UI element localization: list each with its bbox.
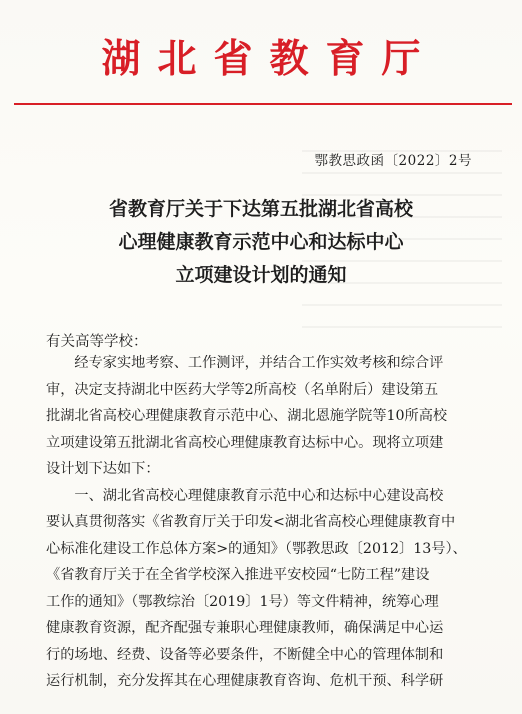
body-line: 一、湖北省高校心理健康教育示范中心和达标中心建设高校: [46, 487, 444, 504]
body-line: 设计划下达如下：: [46, 461, 160, 477]
body-line: 健康教育资源，配齐配强专兼职心理健康教师，确保满足中心运: [46, 620, 444, 636]
red-divider-line: [14, 103, 512, 105]
body-line: 心标准化建设工作总体方案>的通知》（鄂教思政〔2012〕13号）、: [46, 540, 467, 557]
title-line: 省教育厅关于下达第五批湖北省高校: [108, 198, 413, 220]
body-line: 行的场地、经费、设备等必要条件，不断健全中心的管理体制和: [46, 646, 444, 663]
org-header: 湖北省教育厅: [101, 37, 438, 82]
body-line: 立项建设第五批湖北省高校心理健康教育达标中心。现将立项建: [46, 434, 444, 451]
body-line: 《省教育厅关于在全省学校深入推进平安校园“七防工程”建设: [46, 567, 430, 583]
salutation: 有关高等学校：: [46, 334, 148, 350]
document-title: [0, 193, 522, 292]
body-line: 运行机制，充分发挥其在心理健康教育咨询、危机干预、科学研: [46, 673, 444, 689]
document-number: 鄂教思政函〔2022〕2号: [314, 153, 472, 169]
body-line: 要认真贯彻落实《省教育厅关于印发<湖北省高校心理健康教育中: [46, 514, 456, 530]
title-line: 心理健康教育示范中心和达标中心: [118, 231, 404, 253]
body-line: 经专家实地考察、工作测评，并结合工作实效考核和综合评: [46, 355, 444, 371]
document-body: [46, 350, 500, 695]
body-line: 审，决定支持湖北中医药大学等2所高校（名单附后）建设第五: [46, 381, 439, 398]
title-line: 立项建设计划的通知: [175, 264, 347, 286]
body-line: 批湖北省高校心理健康教育示范中心、湖北恩施学院等10所高校: [46, 408, 448, 424]
body-line: 工作的通知》（鄂教综治〔2019〕1号）等文件精神，统筹心理: [46, 593, 439, 610]
